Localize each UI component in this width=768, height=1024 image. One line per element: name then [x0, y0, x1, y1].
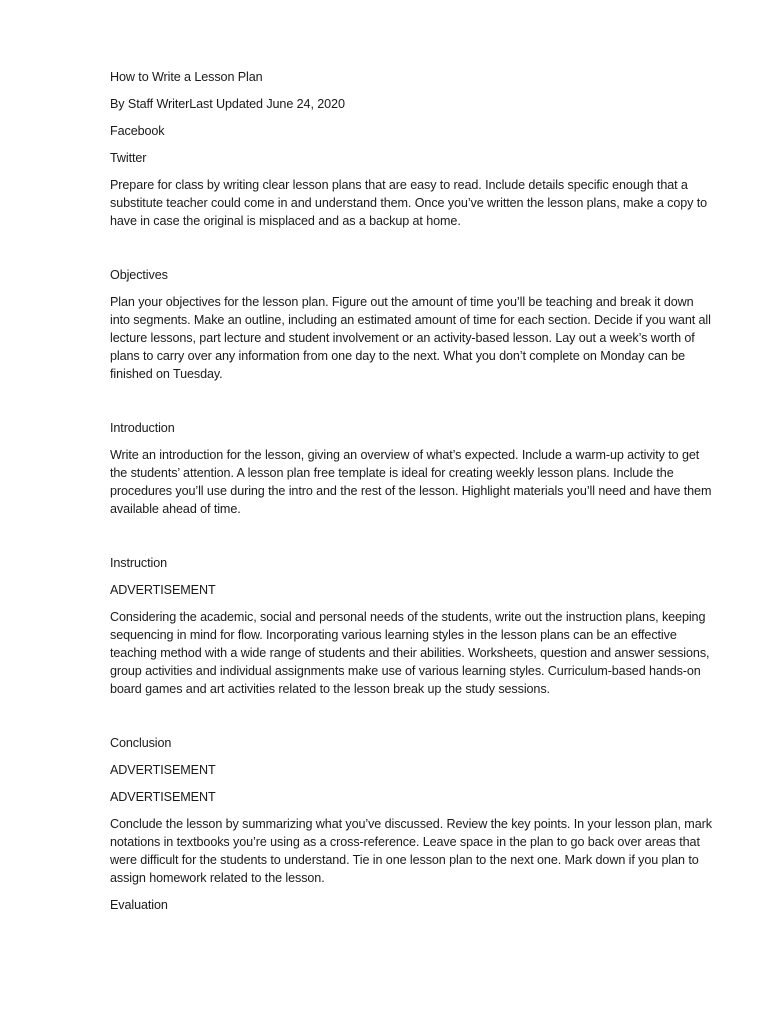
- conclusion-heading: Conclusion: [110, 736, 172, 750]
- share-twitter-link[interactable]: Twitter: [110, 151, 147, 165]
- advertisement-label: ADVERTISEMENT: [110, 583, 216, 597]
- introduction-heading: Introduction: [110, 421, 175, 435]
- evaluation-heading: Evaluation: [110, 898, 168, 912]
- objectives-heading: Objectives: [110, 268, 168, 282]
- section-spacer: [110, 707, 716, 734]
- section-spacer: [110, 392, 716, 419]
- objectives-paragraph: Plan your objectives for the lesson plan. Figure out the amount of time you’ll be teaching and break it down into segments. Make an outline, including an estimated amount of time for each section. Decide if you want all lecture lessons, part lecture and student involvement or an activity-based lesson. Lay out a week’s worth of plans to carry over any information from one day to the next. What you don’t complete on Monday can be finished on Tuesday.: [110, 295, 711, 381]
- instruction-heading: Instruction: [110, 556, 167, 570]
- section-spacer: [110, 527, 716, 554]
- intro-paragraph: Prepare for class by writing clear lesson plans that are easy to read. Include details specific enough that a substitute teacher could come in and understand them. Once you’ve written the lesson plans, make a copy to have in case the original is misplaced and as a backup at home.: [110, 178, 708, 228]
- section-spacer: [110, 239, 716, 266]
- page-title: How to Write a Lesson Plan: [110, 70, 263, 84]
- byline: By Staff WriterLast Updated June 24, 2020: [110, 97, 345, 111]
- share-facebook-link[interactable]: Facebook: [110, 124, 165, 138]
- advertisement-label: ADVERTISEMENT: [110, 763, 216, 777]
- advertisement-label: ADVERTISEMENT: [110, 790, 216, 804]
- instruction-paragraph: Considering the academic, social and personal needs of the students, write out the instruction plans, keeping sequencing in mind for flow. Incorporating various learning styles in the lesson plans can be an effective teaching method with a wide range of students and their abilities. Worksheets, question and answer sessions, group activities and individual assignments make use of various learning styles. Curriculum-based hands-on board games and art activities related to the lesson break up the study sessions.: [110, 610, 710, 696]
- introduction-paragraph: Write an introduction for the lesson, giving an overview of what’s expected. Include a warm-up activity to get the students’ attention. A lesson plan free template is ideal for creating weekly lesson plans. Include the procedures you’ll use during the intro and the rest of the lesson. Highlight materials you’ll need and have them available ahead of time.: [110, 448, 712, 516]
- document-page: [110, 68, 716, 923]
- conclusion-paragraph: Conclude the lesson by summarizing what you’ve discussed. Review the key points. In your lesson plan, mark notations in textbooks you’re using as a cross-reference. Leave space in the plan to go back over areas that were difficult for the students to understand. Tie in one lesson plan to the next one. Mark down if you plan to assign homework related to the lesson.: [110, 817, 712, 885]
